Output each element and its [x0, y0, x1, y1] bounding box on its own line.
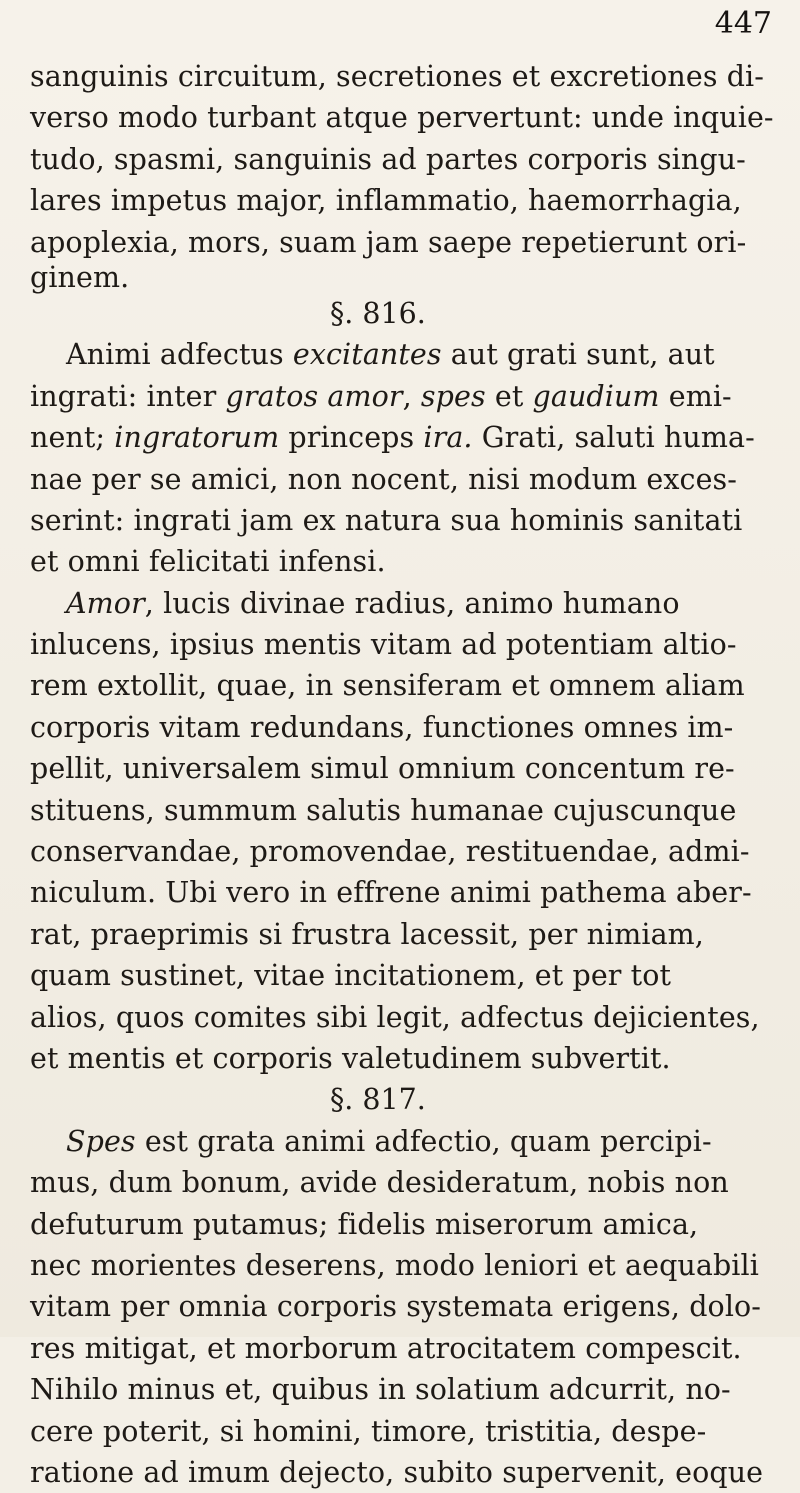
text-line: verso modo turbant atque pervertunt: unde inquie-	[30, 101, 774, 135]
text-line: ginem.	[30, 260, 130, 294]
text-line: vitam per omnia corporis systemata erigens, dolo-	[30, 1290, 762, 1324]
text-line: rem extollit, quae, in sensiferam et omnem aliam	[30, 669, 745, 703]
page-number: 447	[714, 6, 772, 41]
text-line: inlucens, ipsius mentis vitam ad potentiam altio-	[30, 628, 737, 662]
text-run: ,	[402, 379, 421, 413]
text-line: conservandae, promovendae, restituendae, admi-	[30, 835, 750, 869]
text-line	[30, 376, 790, 417]
text-line: stituens, summum salutis humanae cujuscunque	[30, 793, 737, 827]
text-run: est grata animi adfectio, quam percipi-	[135, 1124, 712, 1158]
text-line	[30, 1121, 790, 1162]
text-line: quam sustinet, vitae incitationem, et per tot	[30, 959, 672, 993]
text-run: princeps	[279, 421, 424, 455]
text-run: nent;	[30, 421, 115, 455]
text-line: tudo, spasmi, sanguinis ad partes corporis singu-	[30, 142, 746, 176]
text-line: alios, quos comites sibi legit, adfectus dejicientes,	[30, 1000, 760, 1034]
text-line	[30, 334, 790, 375]
text-run: , lucis divinae radius, animo humano	[144, 586, 680, 620]
text-line: defuturum putamus; fidelis miserorum amica,	[30, 1207, 699, 1241]
text-line: cere poterit, si homini, timore, tristitia, despe-	[30, 1414, 707, 1448]
text-line: nae per se amici, non nocent, nisi modum exces-	[30, 462, 737, 496]
text-run: Grati, saluti huma-	[472, 421, 755, 455]
text-line: sanguinis circuitum, secretiones et excretiones di-	[30, 60, 764, 93]
text-run: Animi adfectus	[66, 338, 293, 372]
text-line: niculum. Ubi vero in effrene animi pathema aber-	[30, 876, 752, 910]
text-line: ratione ad imum dejecto, subito supervenit, eoque	[30, 1455, 764, 1489]
emphasis: gratos amor	[225, 379, 403, 413]
text-line: apoplexia, mors, suam jam saepe repetierunt ori-	[30, 225, 747, 259]
text-line: res mitigat, et morborum atrocitatem compescit.	[30, 1331, 742, 1365]
text-line: serint: ingrati jam ex natura sua hominis sanitati	[30, 503, 743, 537]
text-line: corporis vitam redundans, functiones omnes im-	[30, 710, 734, 744]
emphasis: excitantes	[292, 338, 442, 372]
emphasis: Amor	[66, 586, 145, 620]
emphasis: spes	[420, 379, 486, 413]
emphasis: ira.	[423, 421, 473, 455]
text-run: emi-	[659, 379, 732, 413]
text-run: et	[485, 379, 533, 413]
text-line: et mentis et corporis valetudinem subvertit.	[30, 1041, 671, 1075]
emphasis: Spes	[66, 1124, 136, 1158]
text-line: Nihilo minus et, quibus in solatium adcurrit, no-	[30, 1373, 731, 1407]
text-run: ingrati: inter	[30, 379, 226, 413]
body-text	[30, 56, 790, 1493]
text-line: mus, dum bonum, avide desideratum, nobis non	[30, 1166, 729, 1200]
text-line	[30, 583, 790, 624]
text-line: pellit, universalem simul omnium concentum re-	[30, 752, 735, 786]
text-line	[30, 417, 790, 458]
text-line: et omni felicitati infensi.	[30, 545, 386, 579]
text-run: aut grati sunt, aut	[441, 338, 715, 372]
section-heading-816: §. 816.	[330, 296, 426, 330]
text-line: nec morientes deserens, modo leniori et aequabili	[30, 1248, 759, 1282]
emphasis: ingratorum	[114, 421, 280, 455]
text-line: lares impetus major, inflammatio, haemorrhagia,	[30, 184, 742, 218]
emphasis: gaudium	[532, 379, 660, 413]
section-heading-817: §. 817.	[330, 1083, 426, 1117]
text-line: rat, praeprimis si frustra lacessit, per nimiam,	[30, 917, 704, 951]
